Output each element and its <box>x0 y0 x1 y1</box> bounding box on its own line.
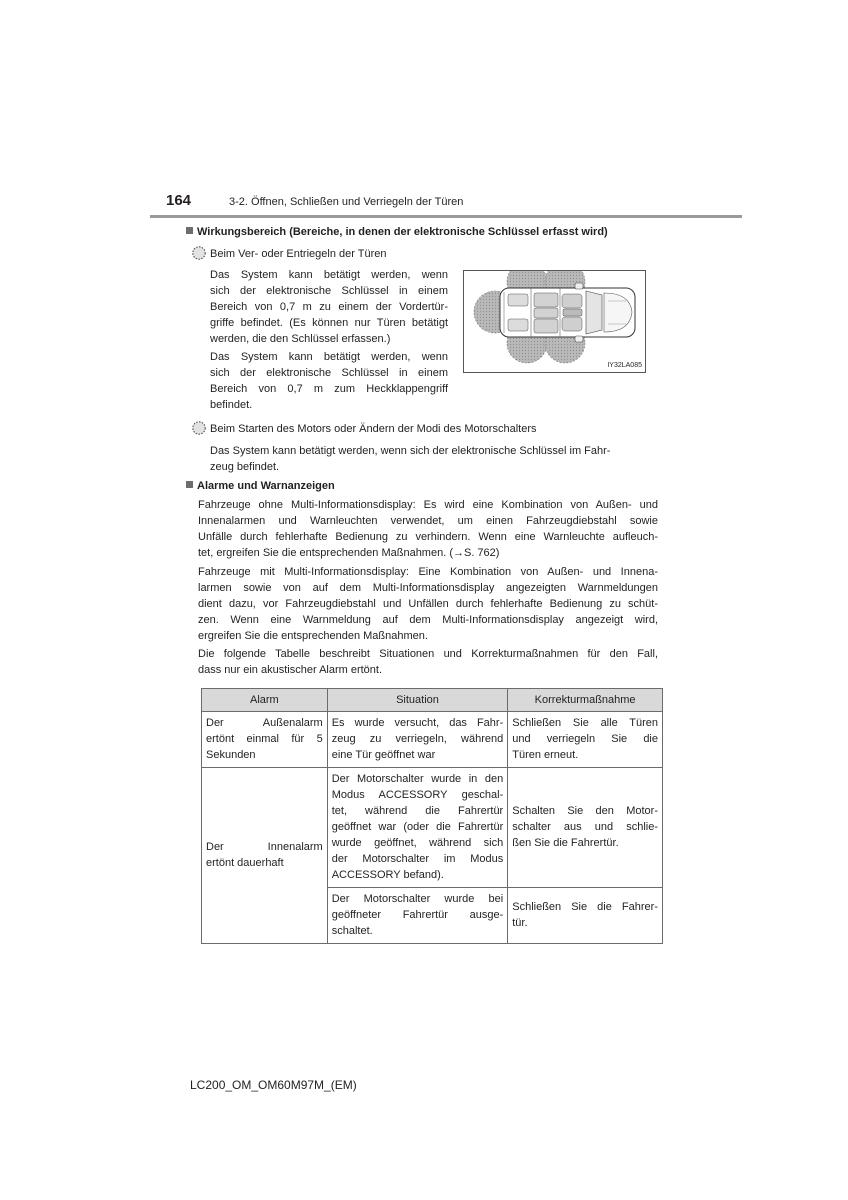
paragraph-in-vehicle <box>210 443 658 475</box>
item-label-locking: Beim Ver- oder Entriegeln der Türen <box>210 248 387 260</box>
table-cell-alarm <box>202 768 328 944</box>
text-line: Fahrzeuge mit Multi-Informationsdisplay: Eine Kombination von Außen- und Innena- <box>198 566 658 578</box>
text-line: Schalten Sie den Motor- <box>512 805 658 817</box>
text-line: Der Motorschalter wurde in den <box>331 773 504 785</box>
text-line: Der Innenalarm <box>206 841 323 853</box>
text-line: zeug zu verriegeln, während <box>331 733 504 745</box>
table-cell-situation <box>327 888 508 944</box>
item-label-engine-start: Beim Starten des Motors oder Ändern der Modi des Motorschalters <box>210 423 537 435</box>
text-line: befindet. <box>210 399 253 411</box>
text-line: tür. <box>512 917 528 929</box>
text-line: Der Motorschalter wurde bei <box>331 893 504 905</box>
square-bullet-icon <box>186 481 193 488</box>
text-line: tet, während die Fahrertür <box>331 805 504 817</box>
detection-range-figure <box>463 270 646 373</box>
text-line: sich der elektronische Schlüssel in einem <box>210 367 448 379</box>
text-line: Schließen Sie alle Türen <box>512 717 658 729</box>
column-header: Korrekturmaßnahme <box>508 689 663 712</box>
text-line: werden, die den Schlüssel erfassen.) <box>210 333 391 345</box>
text-line: larmen sowie von auf dem Multi-Informationsdisplay angezeigten Warnmeldungen <box>198 582 658 594</box>
paragraph-front-doors <box>210 267 448 347</box>
text-line: geöffneter Fahrertür ausge- <box>331 909 504 921</box>
text-line: Fahrzeuge ohne Multi-Informationsdisplay: Es wird eine Kombination von Außen- und <box>198 499 658 511</box>
text-line: Das System kann betätigt werden, wenn <box>210 269 448 281</box>
table-cell-action <box>508 712 663 768</box>
column-header: Situation <box>327 689 508 712</box>
paragraph-table-intro <box>198 646 658 678</box>
text-line: schaltet. <box>331 925 373 937</box>
paragraph-with-display <box>198 564 658 644</box>
text-line: der Motorschalter im Modus <box>331 853 504 865</box>
text-line: schalter aus und schlie- <box>512 821 658 833</box>
chapter-title: 3-2. Öffnen, Schließen und Verriegeln der Türen <box>229 196 464 208</box>
document-code: LC200_OM_OM60M97M_(EM) <box>190 1078 357 1092</box>
table-cell-situation <box>327 768 508 888</box>
table-header-row <box>202 689 663 712</box>
vehicle-top-view-illustration <box>464 271 645 372</box>
text-line: Modus ACCESSORY geschal- <box>331 789 504 801</box>
text-line: ßen Sie die Fahrertür. <box>512 837 619 849</box>
table-cell-action <box>508 768 663 888</box>
text-line: ertönt einmal für 5 <box>206 733 323 745</box>
text-line: Innenalarmen und Warnleuchten verwendet, um einen Fahrzeugdiebstahl sowie <box>198 515 658 527</box>
text-line: dass nur ein akustischer Alarm ertönt. <box>198 664 383 676</box>
paragraph-without-display <box>198 497 658 561</box>
text-line: Das System kann betätigt werden, wenn sich der elektronische Schlüssel im Fahr- <box>210 445 611 457</box>
text-line: zeug befindet. <box>210 461 280 473</box>
square-bullet-icon <box>186 227 193 234</box>
table-row <box>202 712 663 768</box>
table-row <box>202 768 663 888</box>
text-line: Die folgende Tabelle beschreibt Situationen und Korrekturmaßnahmen für den Fall, <box>198 648 658 660</box>
table-cell-alarm <box>202 712 328 768</box>
figure-code: IY32LA085 <box>607 362 642 369</box>
column-header: Alarm <box>202 689 328 712</box>
paragraph-tailgate <box>210 349 448 413</box>
text-line: zen. Wenn eine Warnmeldung auf dem Multi-Informationsdisplay angezeigt wird, <box>198 614 658 626</box>
section-heading-text: Wirkungsbereich (Bereiche, in denen der elektronische Schlüssel erfasst wird) <box>197 226 608 238</box>
dashed-circle-icon <box>191 246 207 260</box>
text-line: Türen erneut. <box>512 749 579 761</box>
text-line: ACCESSORY befand). <box>331 869 444 881</box>
text-line: Der Außenalarm <box>206 717 323 729</box>
text-line: wurde geöffnet, während sich <box>331 837 504 849</box>
text-line: Sekunden <box>206 749 256 761</box>
text-line: eine Tür geöffnet war <box>331 749 436 761</box>
section-heading-alarms <box>186 479 335 493</box>
text-line: Bereich von 0,7 m zum Heckklappengriff <box>210 383 448 395</box>
text-line: Schließen Sie die Fahrer- <box>512 901 658 913</box>
alarm-table <box>201 688 663 944</box>
section-heading-text: Alarme und Warnanzeigen <box>197 480 335 492</box>
text-line: dient dazu, vor Fahrzeugdiebstahl und Unfällen durch fehlerhafte Bedienung zu schüt- <box>198 598 658 610</box>
table-cell-action <box>508 888 663 944</box>
header-divider <box>150 215 742 218</box>
text-line: Unfälle durch fehlerhafte Bedienung zu verhindern. Wenn eine Warnleuchte aufleuch- <box>198 531 658 543</box>
text-line: Es wurde versucht, das Fahr- <box>331 717 504 729</box>
text-line: Bereich von 0,7 m zu einem der Vordertür- <box>210 301 448 313</box>
dashed-circle-icon <box>191 421 207 435</box>
text-line: sich der elektronische Schlüssel in einem <box>210 285 448 297</box>
text-line: Das System kann betätigt werden, wenn <box>210 351 448 363</box>
text-line: und verriegeln Sie die <box>512 733 658 745</box>
text-line: ertönt dauerhaft <box>206 857 284 869</box>
page-number: 164 <box>166 192 192 209</box>
text-line: geöffnet war (oder die Fahrertür <box>331 821 504 833</box>
text-line: tet, ergreifen Sie die entsprechenden Maßnahmen. (→S. 762) <box>198 547 500 559</box>
section-heading-range <box>186 225 608 239</box>
table-cell-situation <box>327 712 508 768</box>
text-line: griffe befindet. (Es können nur Türen betätigt <box>210 317 448 329</box>
text-line: ergreifen Sie die entsprechenden Maßnahmen. <box>198 630 428 642</box>
